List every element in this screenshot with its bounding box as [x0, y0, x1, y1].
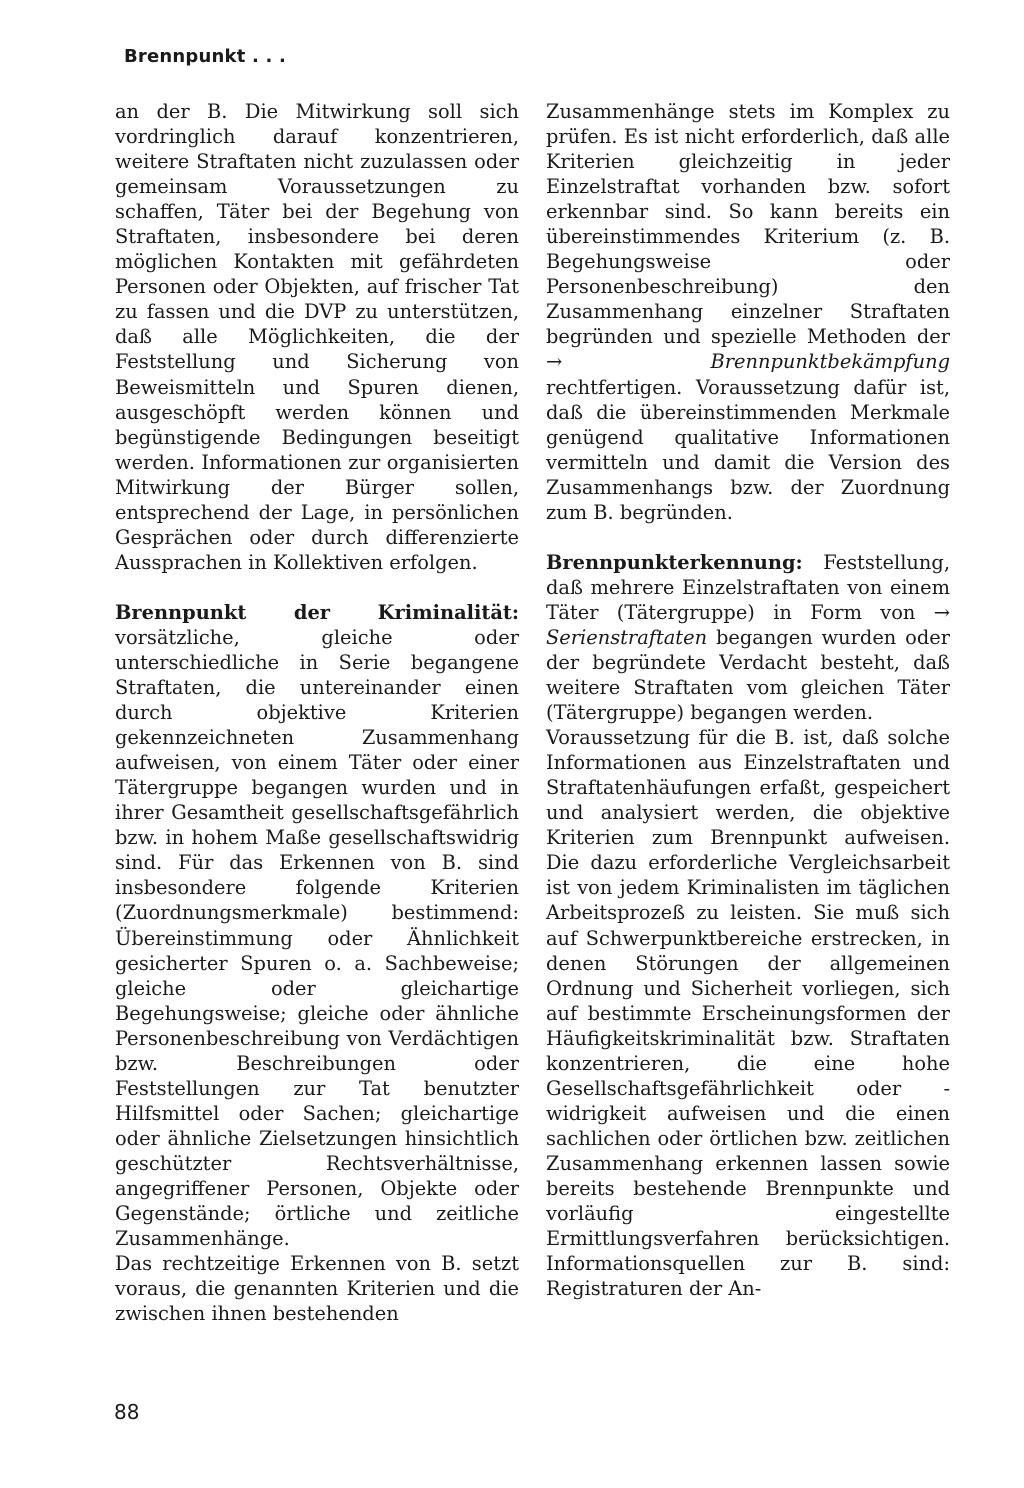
cross-reference-link[interactable]: Brennpunktbekämpfung [710, 350, 950, 374]
left-column [115, 99, 519, 1326]
paragraph-prerequisite: Voraussetzung für die B. ist, daß solche Informationen aus Einzelstraftaten und Straftatenhäufungen erfaßt, gespeichert und analysiert werden, die objektive Kriterien zum Brennpunkt aufweisen. Die dazu erforderliche Vergleichsarbeit ist von jedem Kriminalisten im täglichen Arbeitsprozeß zu leisten. Sie muß sich auf Schwerpunktbereiche erstrecken, in denen Störungen der allgemeinen Ordnung und Sicherheit vorliegen, sich auf bestimmte Erscheinungsformen der Häufigkeitskriminalität bzw. Straftaten konzentrieren, die eine hohe Gesellschaftsgefährlichkeit oder -widrigkeit aufweisen und die einen sachlichen oder örtlichen bzw. zeitlichen Zusammenhang erkennen lassen sowie bereits bestehende Brennpunkte und vorläufig eingestellte Ermittlungsverfahren berücksichtigen. Informationsquellen zur B. sind: Registraturen der An- [546, 726, 950, 1301]
entry-brennpunkt-der-kriminalitaet [115, 600, 519, 1251]
entry-brennpunkterkennung [546, 550, 950, 725]
cross-reference-link[interactable]: Serienstraftaten [546, 625, 708, 649]
entry-term: Brennpunkt der Kriminalität: [115, 600, 519, 624]
running-head: Brennpunkt . . . [124, 46, 287, 67]
entry-definition: begangen wurden oder der begründete Verdacht besteht, daß weitere Straftaten vom gleichen Täter (Tätergruppe) begangen werden. [546, 625, 950, 725]
paragraph-continuation-right [546, 99, 950, 525]
text-segment: Zusammenhänge stets im Komplex zu prüfen. Es ist nicht erforderlich, daß alle Kriterien gleichzeitig in jeder Einzelstraftat vorhanden bzw. sofort erkennbar sind. So kann bereits ein übereinstimmendes Kriterium (z. B. Begehungsweise oder Personenbeschreibung) den Zusammenhang einzelner Straftaten begründen und spezielle Methoden der → [546, 100, 950, 374]
paragraph-recognition: Das rechtzeitige Erkennen von B. setzt voraus, die genannten Kriterien und die zwischen ihnen bestehenden [115, 1252, 519, 1326]
paragraph-continuation: an der B. Die Mitwirkung soll sich vordringlich darauf konzentrieren, weitere Straftaten nicht zuzulassen oder gemeinsam Voraussetzungen zu schaffen, Täter bei der Begehung von Straftaten, insbesondere bei deren möglichen Kontakten mit gefährdeten Personen oder Objekten, auf frischer Tat zu fassen und die DVP zu unterstützen, daß alle Möglichkeiten, die der Feststellung und Sicherung von Beweismitteln und Spuren dienen, ausgeschöpft werden können und begünstigende Bedingungen beseitigt werden. Informationen zur organisierten Mitwirkung der Bürger sollen, entsprechend der Lage, in persönlichen Gesprächen oder durch differenzierte Aussprachen in Kollektiven erfolgen. [115, 100, 519, 574]
entry-definition: vorsätzliche, gleiche oder unterschiedliche in Serie begangene Straftaten, die untereinander einen durch objektive Kriterien gekennzeichneten Zusammenhang aufweisen, von einem Täter oder einer Tätergruppe begangen wurden und in ihrer Gesamtheit gesellschaftsgefährlich bzw. in hohem Maße gesellschaftswidrig sind. Für das Erkennen von B. sind insbesondere folgende Kriterien (Zuordnungsmerkmale) bestimmend: Übereinstimmung oder Ähnlichkeit gesicherter Spuren o. a. Sachbeweise; gleiche oder gleichartige Begehungsweise; gleiche oder ähnliche Personenbeschreibung von Verdächtigen bzw. Beschreibungen oder Feststellungen zur Tat benutzter Hilfsmittel oder Sachen; gleichartige oder ähnliche Zielsetzungen hinsichtlich geschützter Rechtsverhältnisse, angegriffener Personen, Objekte oder Gegenstände; örtliche und zeitliche Zusammenhänge. [115, 625, 519, 1251]
entry-term: Brennpunkterkennung: [546, 550, 803, 574]
right-column [546, 99, 950, 1301]
text-segment: rechtfertigen. Voraussetzung dafür ist, daß die übereinstimmenden Merkmale genügend qualitative Informationen vermitteln und damit die Version des Zusammenhangs bzw. der Zuordnung zum B. begründen. [546, 375, 950, 524]
entry-definition: Feststellung, daß mehrere Einzelstraftaten von einem Täter (Tätergruppe) in Form von → [546, 550, 950, 624]
page-number: 88 [114, 1400, 140, 1424]
